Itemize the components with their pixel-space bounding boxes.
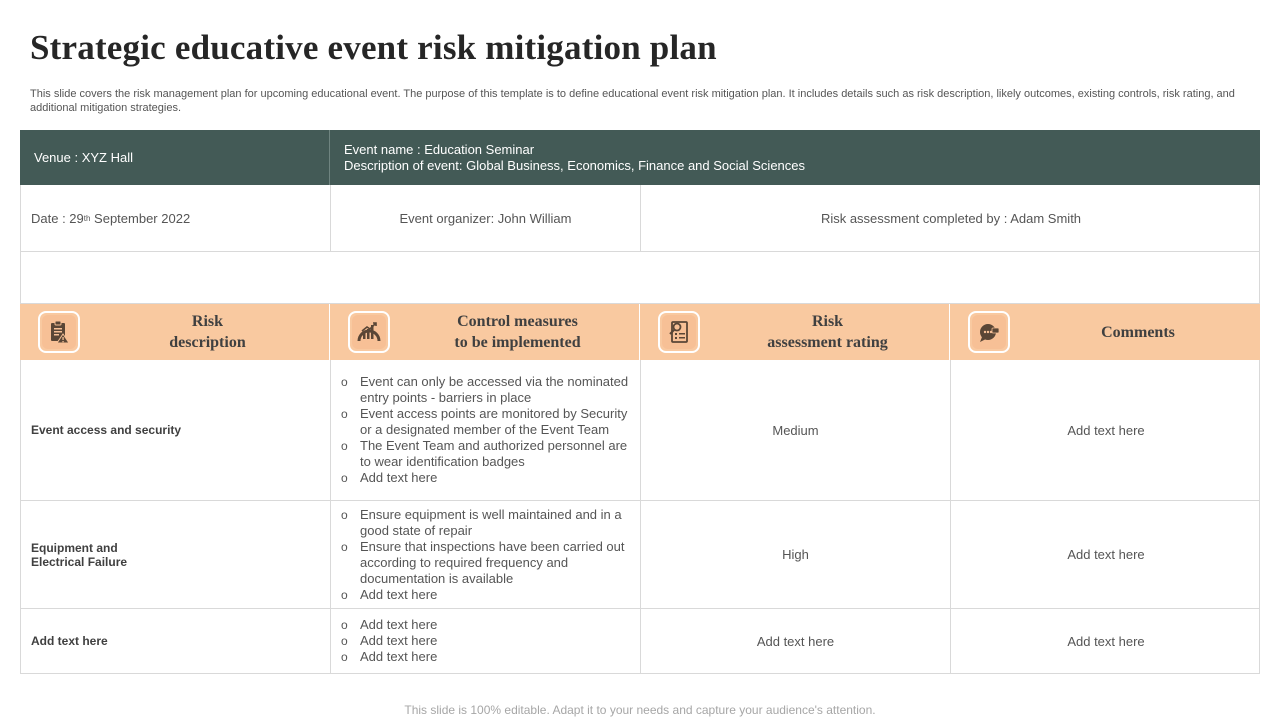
risk-description-line2: Electrical Failure <box>31 554 128 569</box>
comments-cell: Add text here <box>1067 547 1145 562</box>
column-label-line2: assessment rating <box>767 334 888 351</box>
list-item: o Ensure that inspections have been carried out according to required frequency and documentation is available <box>341 539 630 587</box>
event-date-prefix: Date : 29 <box>31 210 84 226</box>
list-item: o Ensure equipment is well maintained and in a good state of repair <box>341 507 630 539</box>
event-info-row <box>20 185 1260 252</box>
event-organizer: Event organizer: John William <box>331 185 641 251</box>
event-name: Event name : Education Seminar <box>344 142 535 157</box>
column-label-line2: description <box>169 334 246 351</box>
page-title: Strategic educative event risk mitigation plan <box>30 28 717 67</box>
risk-rating-cell: Medium <box>641 360 951 500</box>
gauge-chart-icon <box>348 311 390 353</box>
event-header-row <box>20 130 1260 185</box>
footer-note: This slide is 100% editable. Adapt it to your needs and capture your audience's attention. <box>404 703 876 717</box>
column-label <box>1016 304 1260 360</box>
risk-rating-cell: Add text here <box>641 609 951 673</box>
list-item: o Event can only be accessed via the nominated entry points - barriers in place <box>341 374 630 406</box>
risk-description-line1: Equipment and <box>31 540 118 555</box>
venue-cell: Venue : XYZ Hall <box>20 130 330 185</box>
list-item: o Add text here <box>341 617 630 633</box>
column-header-row <box>20 304 1260 360</box>
event-date-rest: September 2022 <box>90 210 191 226</box>
column-label-line1: Risk <box>191 313 224 330</box>
risk-assessor: Risk assessment completed by : Adam Smith <box>820 210 1082 226</box>
list-item: o Add text here <box>341 649 630 665</box>
comments-cell: Add text here <box>1067 422 1145 438</box>
risk-description-cell: Event access and security <box>21 360 331 500</box>
column-risk-description <box>20 304 330 360</box>
column-risk-rating <box>640 304 950 360</box>
control-measures-cell <box>331 501 641 608</box>
table-row <box>20 609 1260 674</box>
list-item: o Add text here <box>341 633 630 649</box>
clipboard-warning-icon <box>38 311 80 353</box>
table-row <box>20 501 1260 609</box>
risk-description-cell <box>21 501 331 608</box>
page-subtitle: This slide covers the risk management plan for upcoming educational event. The purpose of this template is to define educational event risk mitigation plan. It includes details such as risk description, likely outcomes, existing controls, risk rating, and additional mitigation strategies. <box>30 88 1235 114</box>
column-label <box>706 304 949 360</box>
column-label <box>396 304 639 360</box>
control-measures-cell <box>331 360 641 500</box>
column-label-line1: Control measures <box>457 313 578 330</box>
column-label-line2: to be implemented <box>454 334 581 351</box>
empty-row <box>20 252 1260 304</box>
event-description: Description of event: Global Business, Economics, Finance and Social Sciences <box>344 158 806 173</box>
comments-cell: Add text here <box>1067 633 1145 649</box>
event-cell <box>330 130 1260 185</box>
column-label <box>86 304 329 360</box>
checklist-magnifier-icon <box>658 311 700 353</box>
control-measures-cell <box>331 609 641 673</box>
list-item: o Add text here <box>341 470 630 486</box>
column-control-measures <box>330 304 640 360</box>
list-item: o Event access points are monitored by Security or a designated member of the Event Team <box>341 406 630 438</box>
list-item: o The Event Team and authorized personnel are to wear identification badges <box>341 438 630 470</box>
column-label-line1: Comments <box>1101 323 1175 341</box>
event-date-suffix: th <box>83 213 91 223</box>
event-date <box>21 185 331 251</box>
speech-bubble-icon <box>968 311 1010 353</box>
list-item: o Add text here <box>341 587 630 603</box>
risk-rating-cell: High <box>641 501 951 608</box>
risk-description-cell: Add text here <box>21 609 331 673</box>
column-label-line1: Risk <box>811 313 844 330</box>
column-comments <box>950 304 1260 360</box>
table-row <box>20 360 1260 501</box>
